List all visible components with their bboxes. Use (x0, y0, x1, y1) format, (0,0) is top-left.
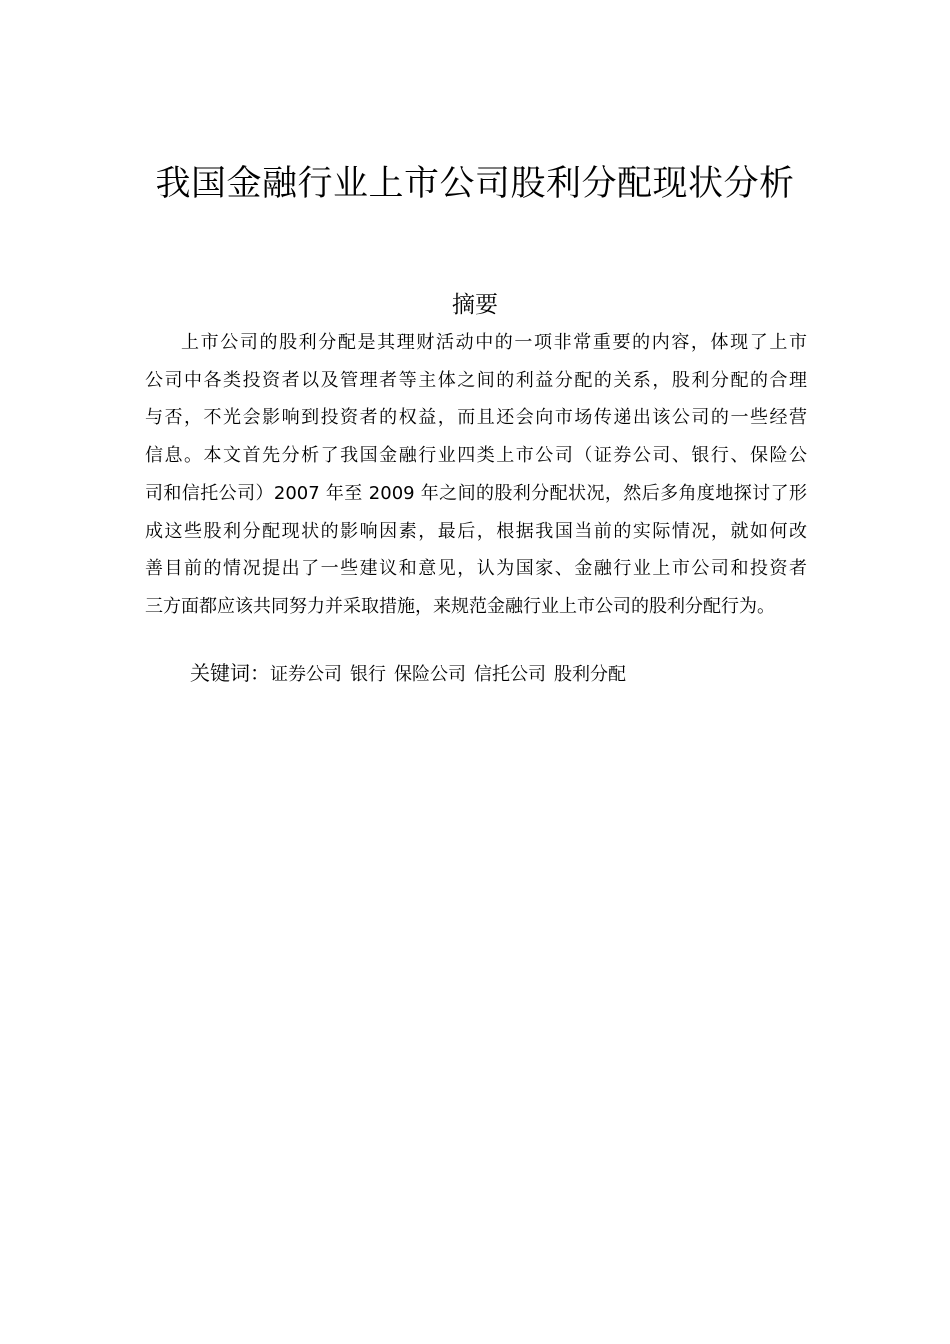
abstract-line: 司和信托公司）2007 年至 2009 年之间的股利分配状况，然后多角度地探讨了形 (145, 482, 807, 504)
abstract-line: 上市公司的股利分配是其理财活动中的一项非常重要的内容，体现了上市 (181, 332, 807, 353)
abstract-line: 与否，不光会影响到投资者的权益，而且还会向市场传递出该公司的一些经营 (145, 407, 807, 429)
paper-title: 我国金融行业上市公司股利分配现状分析 (155, 164, 795, 204)
keywords-line (190, 656, 810, 692)
keyword-item: 保险公司 (394, 664, 466, 685)
abstract-line: 公司中各类投资者以及管理者等主体之间的利益分配的关系，股利分配的合理 (145, 369, 807, 391)
abstract-line: 信息。本文首先分析了我国金融行业四类上市公司（证券公司、银行、保险公 (145, 445, 807, 467)
keyword-item: 信托公司 (474, 664, 546, 685)
abstract-body (145, 324, 807, 626)
abstract-line: 三方面都应该共同努力并采取措施，来规范金融行业上市公司的股利分配行为。 (145, 595, 775, 617)
keyword-item: 证券公司 (270, 664, 342, 685)
abstract-line: 善目前的情况提出了一些建议和意见，认为国家、金融行业上市公司和投资者 (145, 558, 807, 580)
abstract-line: 成这些股利分配现状的影响因素，最后，根据我国当前的实际情况，就如何改 (145, 520, 807, 542)
keyword-item: 股利分配 (554, 664, 626, 685)
keyword-item: 银行 (350, 664, 386, 685)
keywords-label: 关键词： (190, 661, 270, 685)
abstract-heading: 摘要 (452, 292, 498, 318)
